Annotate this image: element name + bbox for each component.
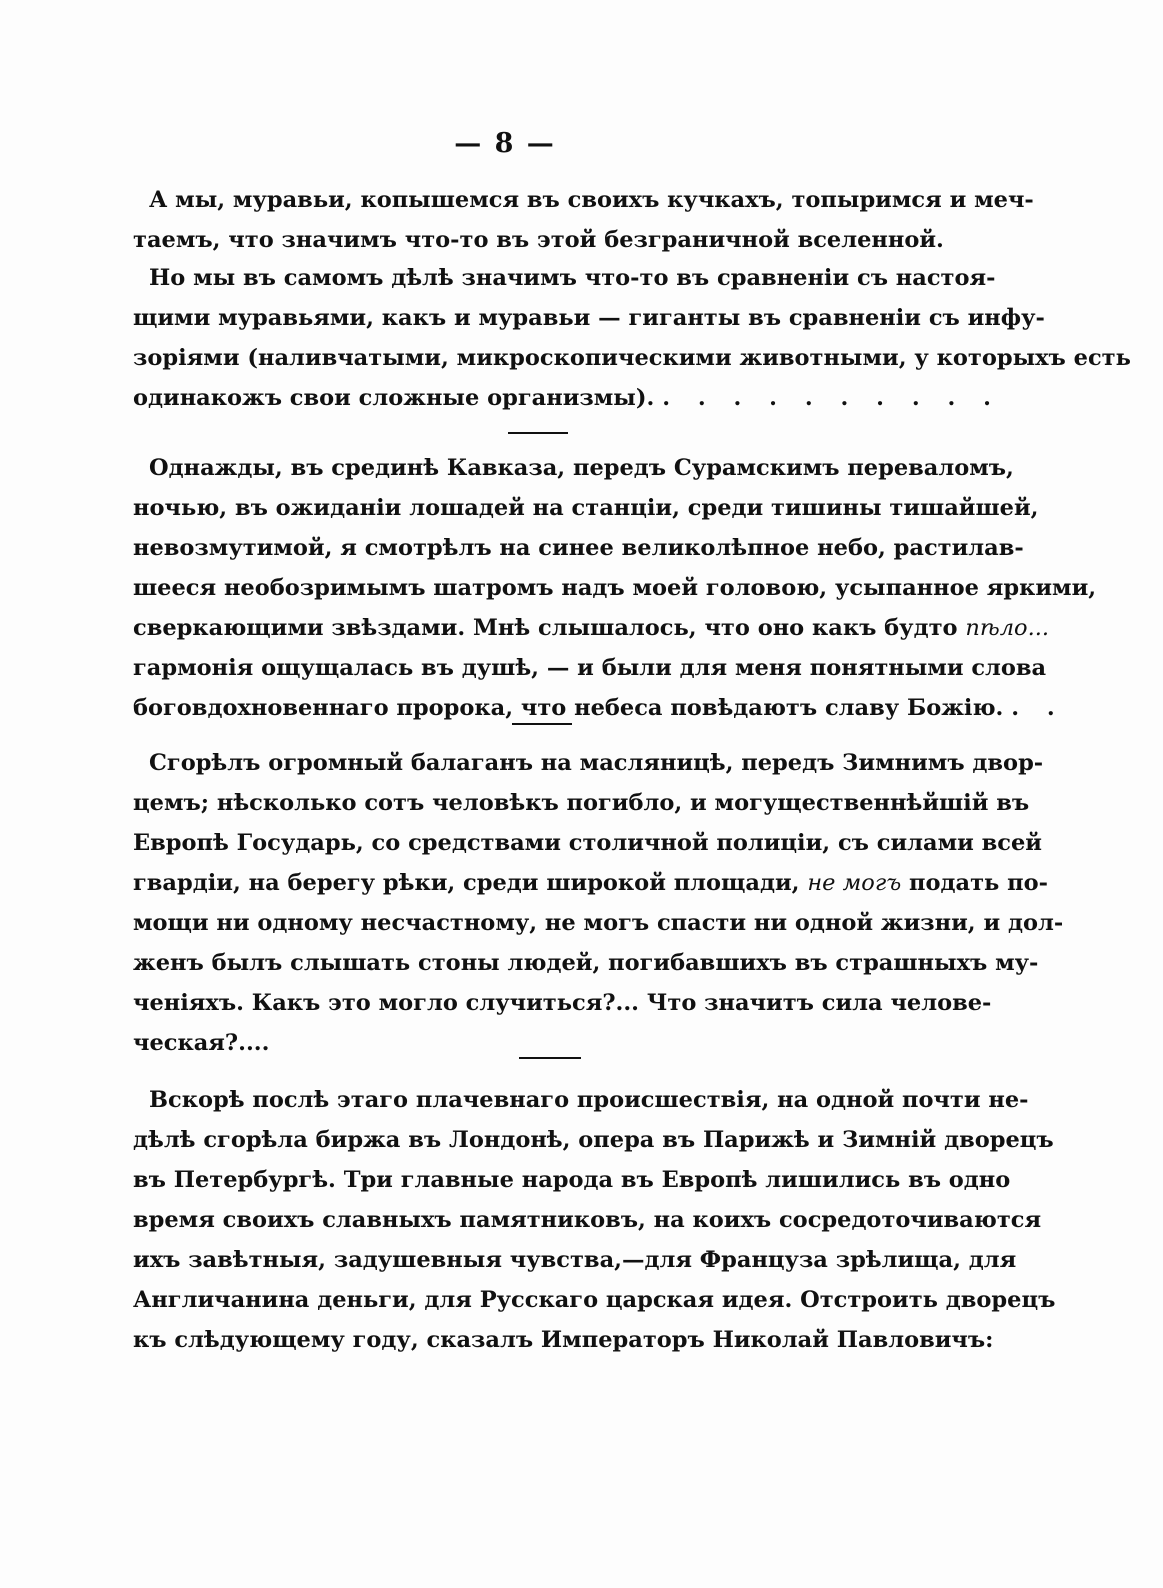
text-line: ихъ завѣтныя, задушевныя чувства,—для Француза зрѣлища, для [133,1247,1017,1273]
text-line [133,688,1065,728]
text-line: Однажды, въ срединѣ Кавказа, передъ Сурамскимъ переваломъ, [149,455,1014,481]
text-fragment: боговдохновеннаго пророка, что небеса повѣдаютъ славу Божію. [133,695,1004,721]
text-fragment: гвардіи, на берегу рѣки, среди широкой площади, [133,870,800,896]
text-line: щими муравьями, какъ и муравьи — гиганты въ сравненіи съ инфу- [133,305,1045,331]
text-line: дѣлѣ сгорѣла биржа въ Лондонѣ, опера въ Парижѣ и Зимній дворецъ [133,1127,1054,1153]
text-line: А мы, муравьи, копышемся въ своихъ кучкахъ, топыримся и меч- [149,187,1034,213]
page-number: — 8 — [454,128,556,159]
text-line: въ Петербургѣ. Три главные народа въ Европѣ лишились въ одно [133,1167,1011,1193]
ellipsis-dots: . . [1011,695,1065,721]
section-divider [508,432,568,434]
text-line: ночью, въ ожиданіи лошадей на станціи, среди тишины тишайшей, [133,495,1039,521]
italic-phrase: не могъ [807,870,902,896]
text-line: ческая?.... [133,1030,270,1056]
text-line: цемъ; нѣсколько сотъ человѣкъ погибло, и могущественнѣйшій въ [133,790,1030,816]
text-line: къ слѣдующему году, сказалъ Императоръ Николай Павловичъ: [133,1327,994,1353]
text-line: Англичанина деньги, для Русскаго царская идея. Отстроить дворецъ [133,1287,1056,1313]
text-line: невозмутимой, я смотрѣлъ на синее великолѣпное небо, растилав- [133,535,1024,561]
paragraph-1 [133,180,1034,260]
text-line [133,863,1048,903]
text-fragment: сверкающими звѣздами. Мнѣ слышалось, что оно какъ будто [133,615,958,641]
text-line: время своихъ славныхъ памятниковъ, на коихъ сосредоточиваются [133,1207,1042,1233]
text-line [133,378,1002,418]
paragraph-2 [133,258,1131,418]
text-line: Сгорѣлъ огромный балаганъ на масляницѣ, передъ Зимнимъ двор- [149,750,1044,776]
text-line: таемъ, что значимъ что-то въ этой безграничной вселенной. [133,227,944,253]
section-divider [512,723,572,725]
text-line: Вскорѣ послѣ этаго плачевнаго происшествія, на одной почти не- [149,1087,1029,1113]
text-line: ченіяхъ. Какъ это могло случиться?... Что значитъ сила челове- [133,990,992,1016]
section-divider [519,1057,581,1059]
text-fragment: одинакожъ свои сложные организмы). [133,385,655,411]
text-line: Но мы въ самомъ дѣлѣ значимъ что-то въ сравненіи съ настоя- [149,265,996,291]
text-line: зоріями (наливчатыми, микроскопическими животными, у которыхъ есть [133,345,1131,371]
paragraph-5 [133,1080,1056,1360]
text-line: Европѣ Государь, со средствами столичной полиціи, съ силами всей [133,830,1042,856]
italic-word: пѣло... [965,615,1050,641]
text-line: шееся необозримымъ шатромъ надъ моей головою, усыпанное яркими, [133,575,1097,601]
paragraph-4 [133,743,1064,1063]
text-fragment: подать по- [909,870,1048,896]
text-line [133,608,1050,648]
text-line: гармонія ощущалась въ душѣ, — и были для меня понятными слова [133,655,1047,681]
text-line: женъ былъ слышать стоны людей, погибавшихъ въ страшныхъ му- [133,950,1039,976]
text-line: мощи ни одному несчастному, не могъ спасти ни одной жизни, и дол- [133,910,1064,936]
paragraph-3 [133,448,1097,728]
ellipsis-dots: . . . . . . . . . . [662,385,1002,411]
